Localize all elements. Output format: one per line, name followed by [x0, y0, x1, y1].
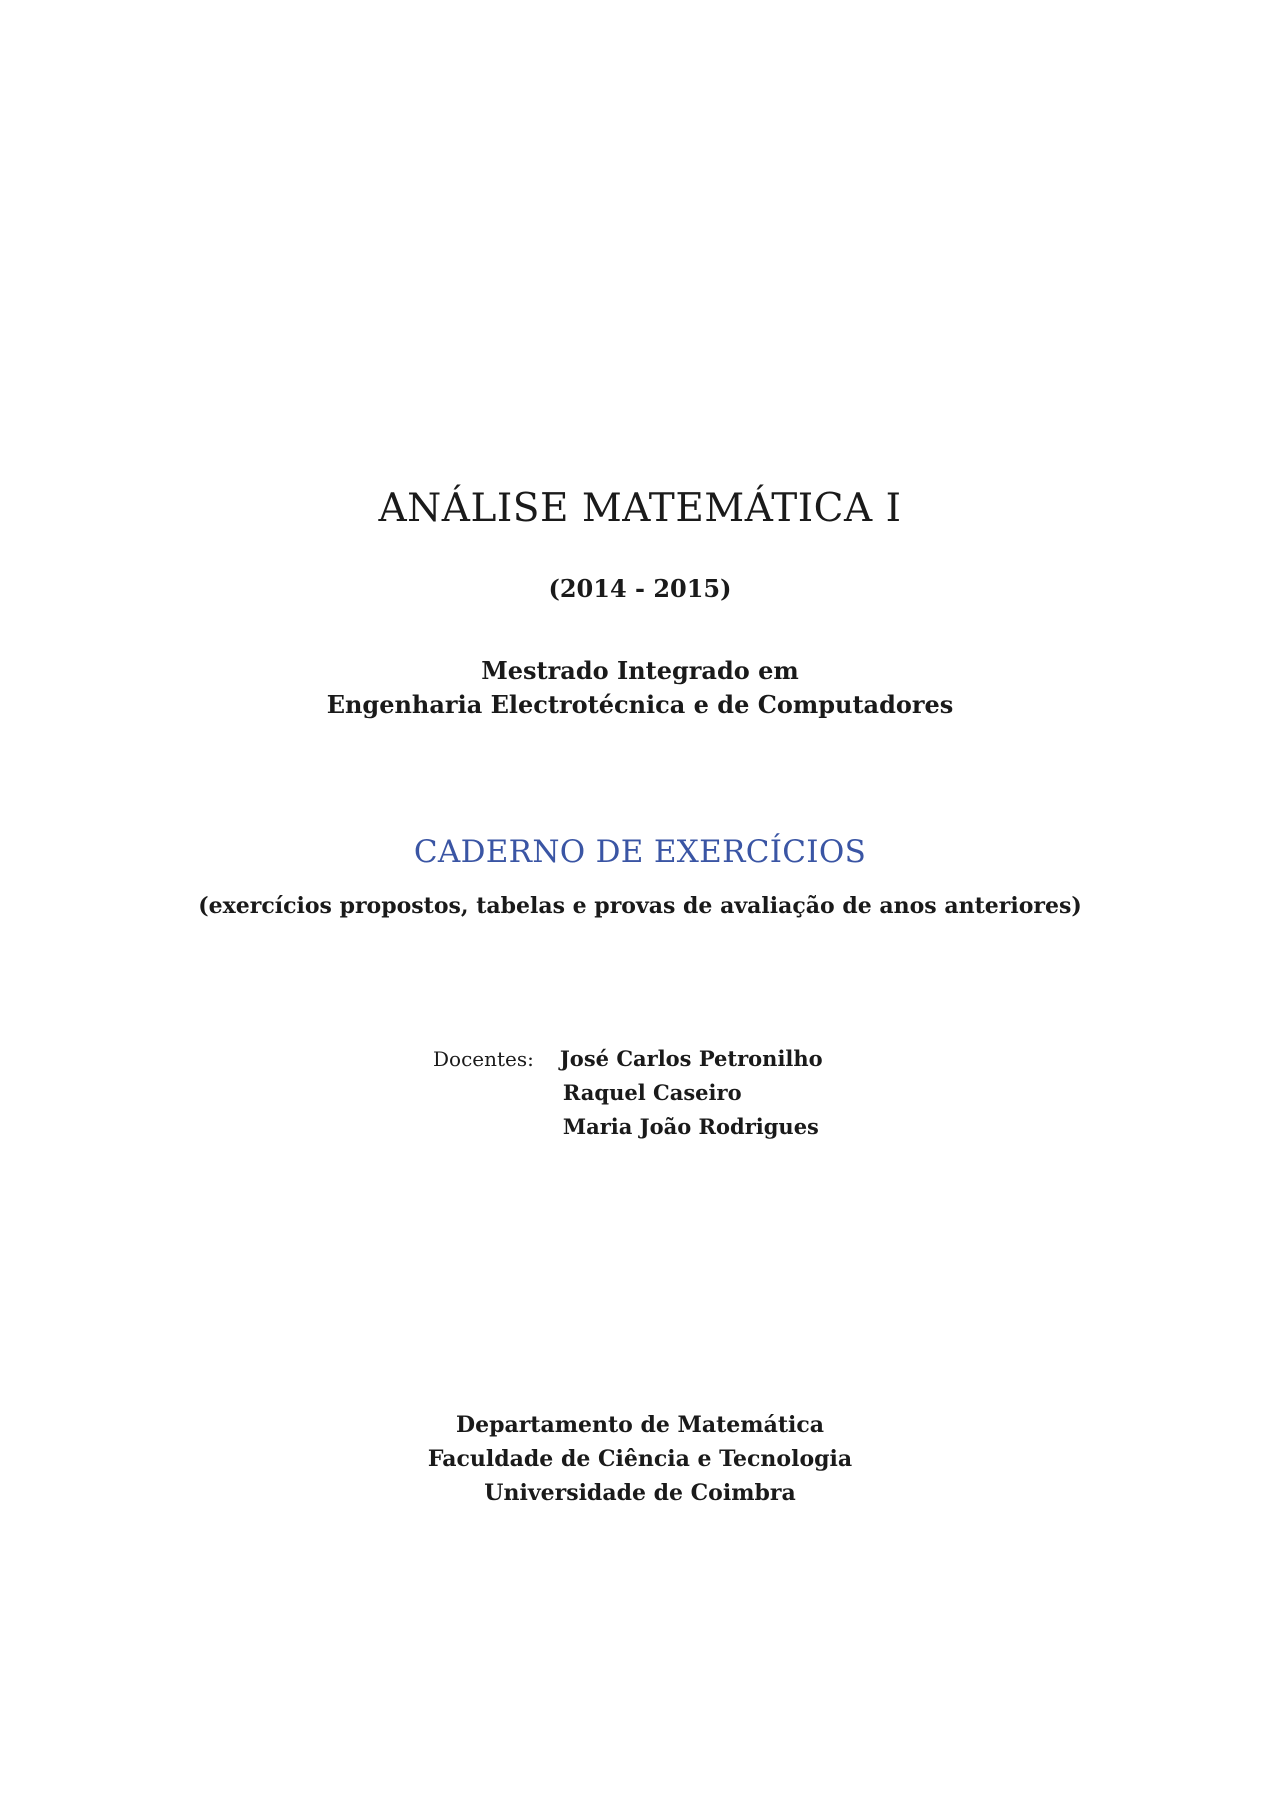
document-title: ANÁLISE MATEMÁTICA I	[378, 486, 902, 531]
program-line-2: Engenharia Electrotécnica e de Computadores	[326, 690, 954, 719]
docentes-block	[433, 1042, 823, 1144]
institution-block	[0, 1408, 1280, 1510]
program-line-1: Mestrado Integrado em	[481, 656, 799, 685]
department-name: Departamento de Matemática	[456, 1412, 824, 1438]
docentes-list	[560, 1042, 823, 1144]
section-subtitle: (exercícios propostos, tabelas e provas de avaliação de anos anteriores)	[198, 893, 1082, 919]
faculty-name: Faculdade de Ciência e Tecnologia	[427, 1446, 853, 1472]
docente-name: Maria João Rodrigues	[562, 1114, 819, 1139]
docente-name: José Carlos Petronilho	[559, 1046, 823, 1071]
academic-years: (2014 - 2015)	[548, 574, 732, 603]
section-title: CADERNO DE EXERCÍCIOS	[413, 834, 867, 870]
degree-program	[0, 654, 1280, 722]
docentes-label: Docentes:	[433, 1047, 534, 1071]
docente-name: Raquel Caseiro	[562, 1080, 742, 1105]
university-name: Universidade de Coimbra	[484, 1480, 796, 1506]
